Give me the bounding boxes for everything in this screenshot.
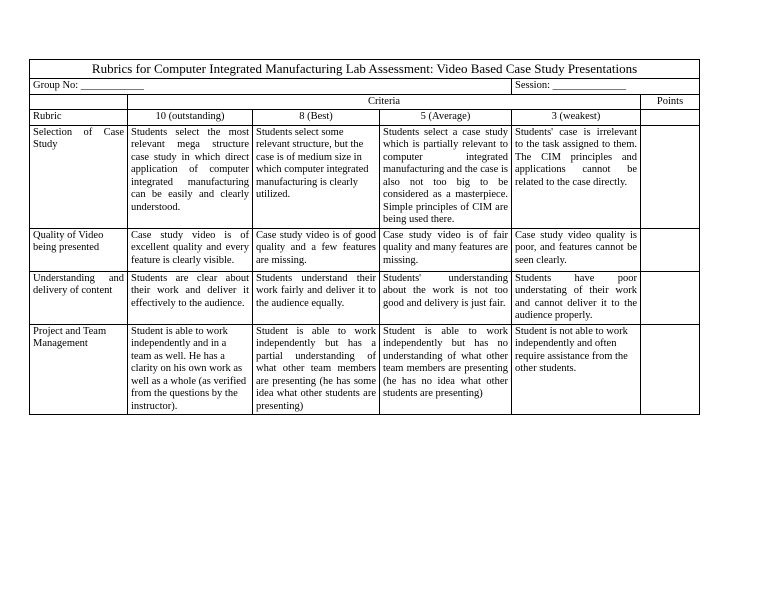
rubric-table (29, 59, 700, 415)
header-score-5: 5 (Average) (380, 110, 512, 126)
rubric-sheet (29, 59, 699, 415)
criterion-8: Students understand their work fairly and deliver it to the audience equally. (253, 271, 380, 324)
criterion-5: Student is able to work independently but has no understanding of what other team members are presenting (he has no idea what other students are presenting) (380, 324, 512, 415)
criterion-10: Case study video is of excellent quality and every feature is clearly visible. (128, 228, 253, 271)
header-points-empty (641, 110, 700, 126)
points-cell (641, 324, 700, 415)
table-row (30, 228, 700, 271)
table-row (30, 324, 700, 415)
criterion-5: Students select a case study which is partially relevant to computer integrated manufacturing and the case is also not too big to be considered as a masterpiece. Simple principles of CIM are being used there. (380, 125, 512, 228)
title-row (30, 60, 700, 79)
page-title: Rubrics for Computer Integrated Manufacturing Lab Assessment: Video Based Case Study Presentations (30, 60, 700, 79)
criterion-10: Students are clear about their work and deliver it effectively to the audience. (128, 271, 253, 324)
criterion-3: Student is not able to work independently and often require assistance from the other students. (512, 324, 641, 415)
header-score-3: 3 (weakest) (512, 110, 641, 126)
criterion-8: Student is able to work independently but has a partial understanding of what other team members are presenting (he has some idea what other students are presenting) (253, 324, 380, 415)
points-label: Points (641, 94, 700, 110)
rubric-name: Quality of Video being presented (30, 228, 128, 271)
session-field: Session: ______________ (512, 79, 700, 95)
criterion-10: Students select the most relevant mega structure case study in which direct application of computer integrated manufacturing can be easily and clearly understood. (128, 125, 253, 228)
table-row (30, 271, 700, 324)
criterion-3: Students' case is irrelevant to the task assigned to them. The CIM principles and applications cannot be related to the case directly. (512, 125, 641, 228)
group-number-field: Group No: ____________ (30, 79, 512, 95)
group-session-row (30, 79, 700, 95)
header-score-8: 8 (Best) (253, 110, 380, 126)
points-cell (641, 125, 700, 228)
rubric-name: Project and Team Management (30, 324, 128, 415)
rubric-name: Understanding and delivery of content (30, 271, 128, 324)
points-cell (641, 228, 700, 271)
criteria-label: Criteria (128, 94, 641, 110)
rubric-name: Selection of Case Study (30, 125, 128, 228)
table-row (30, 125, 700, 228)
criterion-8: Students select some relevant structure, but the case is of medium size in which computer integrated manufacturing is clearly utilized. (253, 125, 380, 228)
criterion-5: Case study video is of fair quality and many features are missing. (380, 228, 512, 271)
points-cell (641, 271, 700, 324)
criteria-row (30, 94, 700, 110)
criteria-empty-cell (30, 94, 128, 110)
criterion-8: Case study video is of good quality and a few features are missing. (253, 228, 380, 271)
criterion-5: Students' understanding about the work is not too good and delivery is just fair. (380, 271, 512, 324)
header-rubric: Rubric (30, 110, 128, 126)
criterion-10: Student is able to work independently and in a team as well. He has a clarity on his own work as well as a whole (as verified from the questions by the instructor). (128, 324, 253, 415)
criterion-3: Case study video quality is poor, and features cannot be seen clearly. (512, 228, 641, 271)
criterion-3: Students have poor understating of their work and cannot deliver it to the audience properly. (512, 271, 641, 324)
header-score-10: 10 (outstanding) (128, 110, 253, 126)
header-row (30, 110, 700, 126)
